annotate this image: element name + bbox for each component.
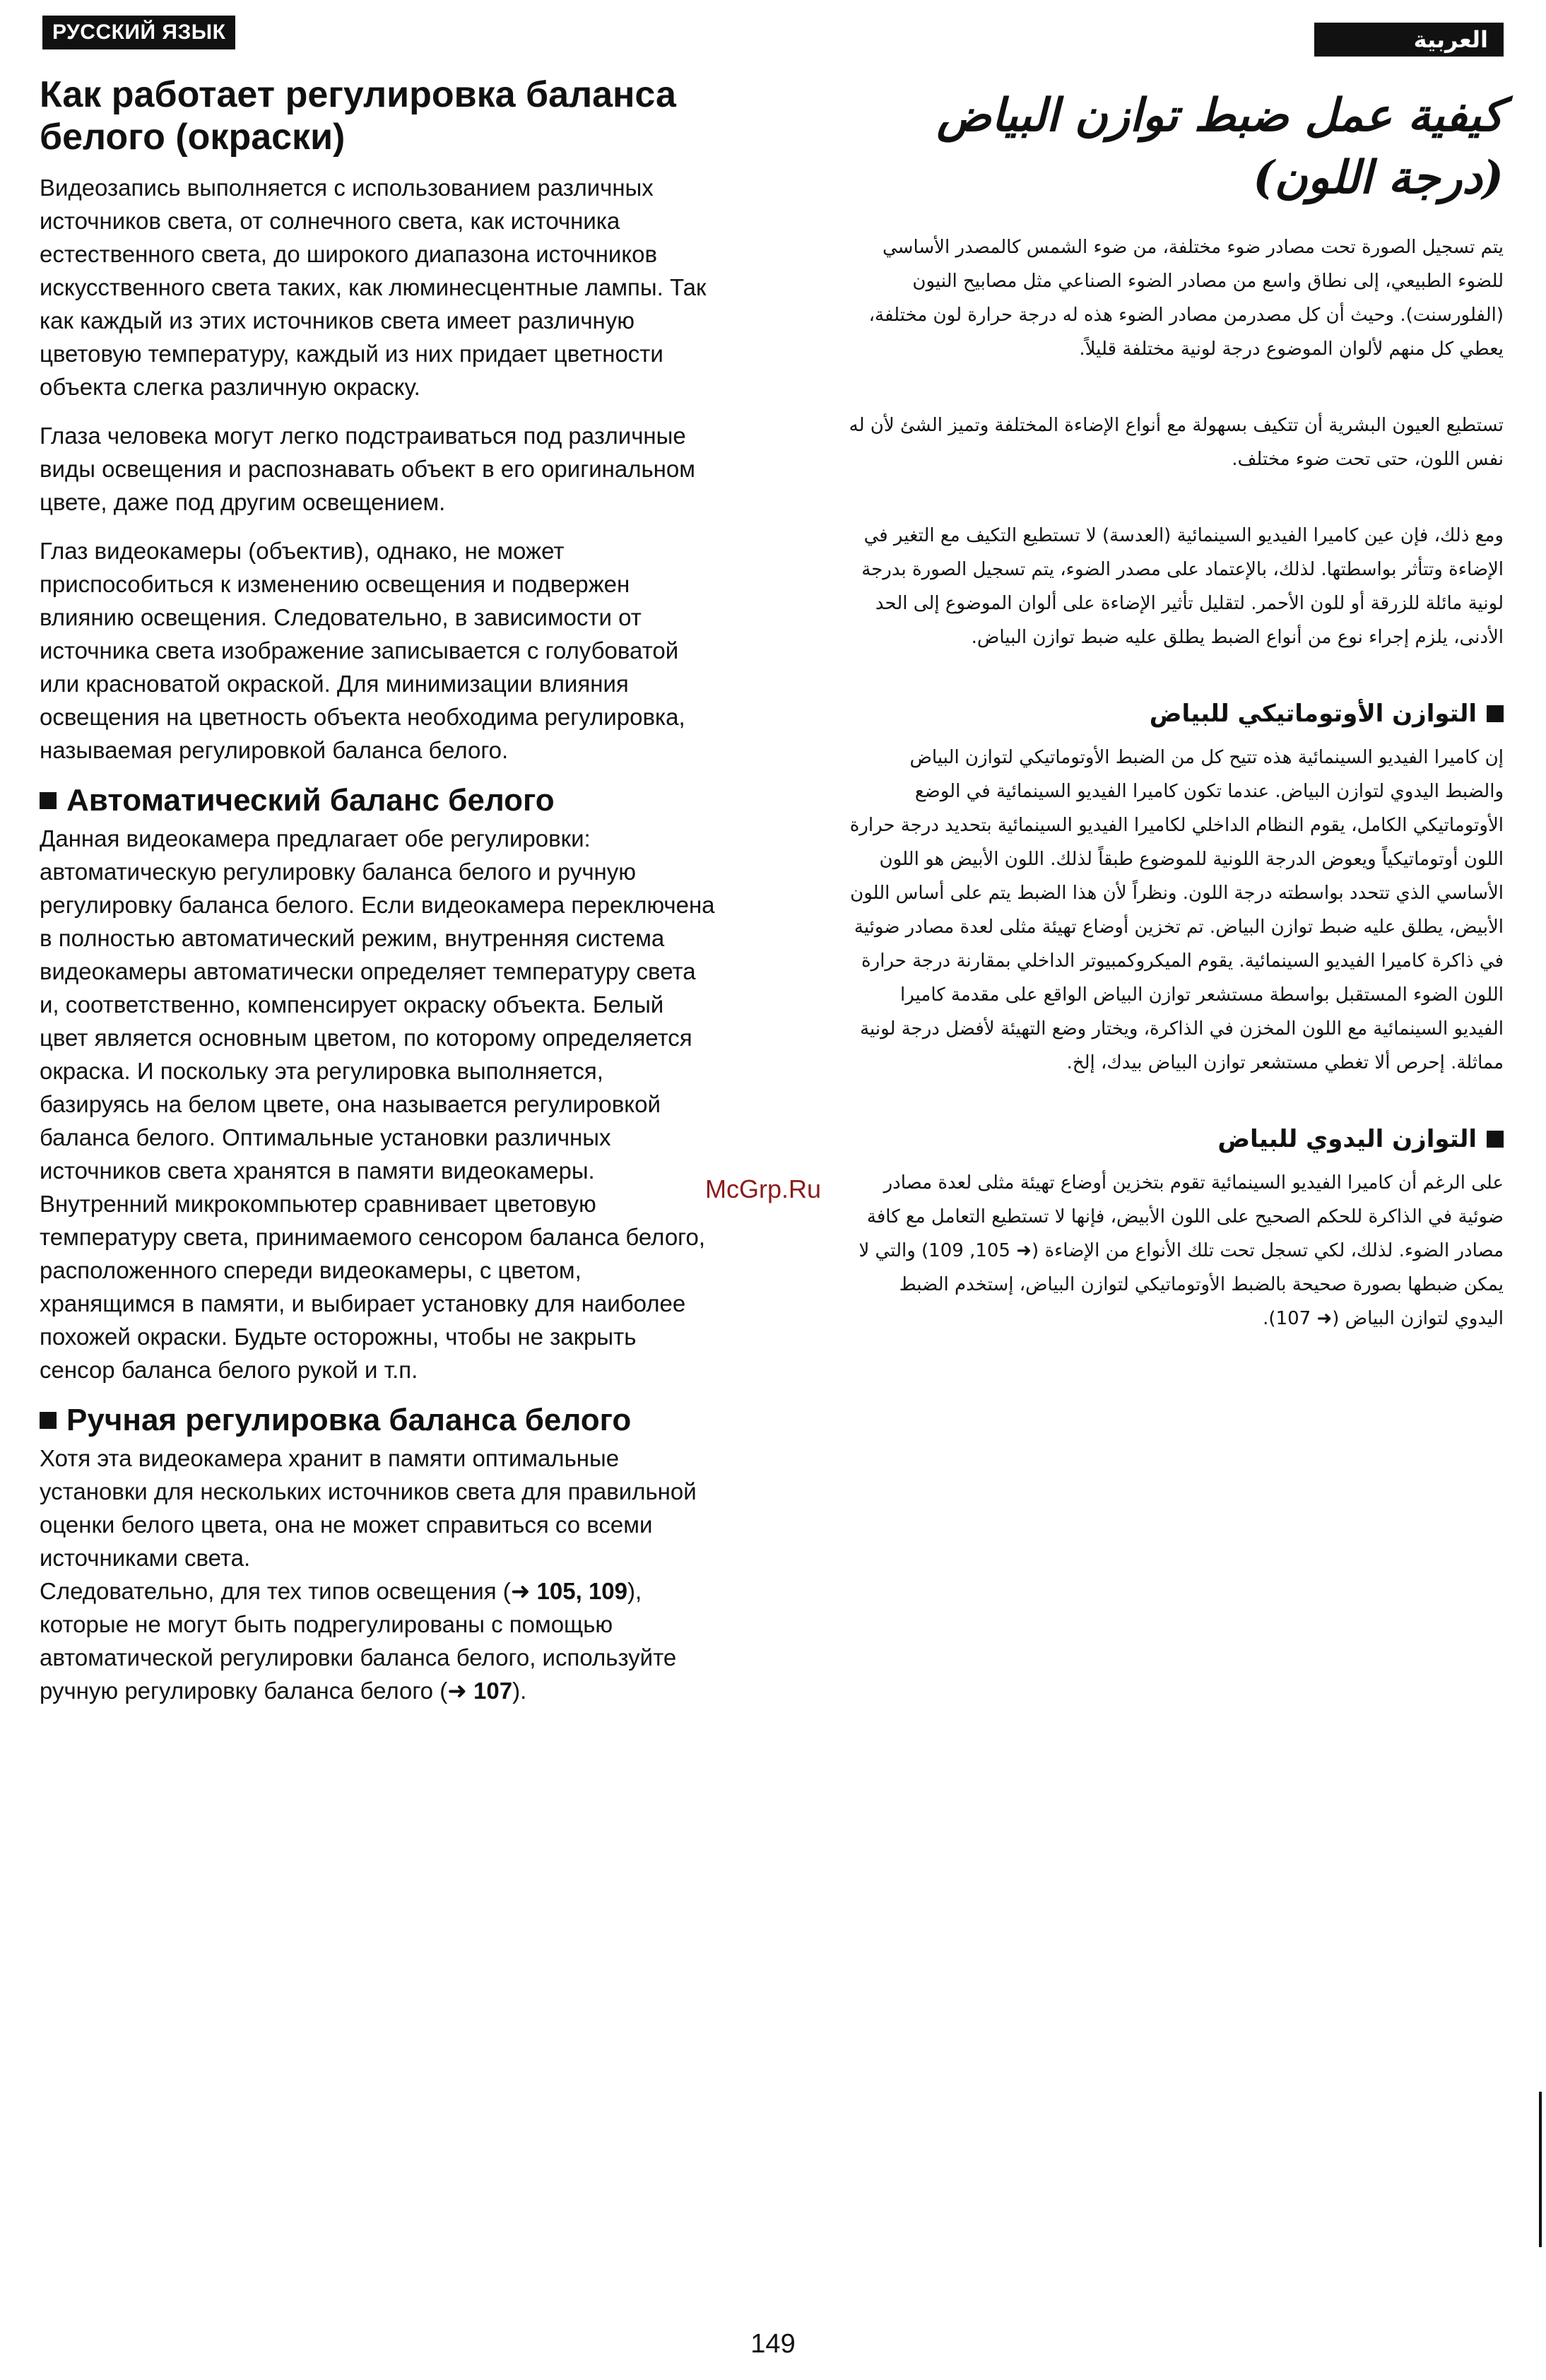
- intro-paragraph-3: Глаз видеокамеры (объектив), однако, не может приспособиться к изменению освещения и подвержен влиянию освещения. Следовательно, в зависимости от источника света изображение записывается с голубоватой или красноватой окраской. Для минимизации влияния освещения на цветность объекта необходима регулировка, называемая регулировкой баланса белого.: [40, 538, 685, 763]
- section-heading-text: التوازن اليدوي للبياض: [1217, 1125, 1477, 1153]
- watermark: McGrp.Ru: [705, 1174, 822, 1203]
- manual-white-balance-text-1: Хотя эта видеокамера хранит в памяти оптимальные установки для нескольких источников света для правильной оценки белого цвета, она не может справиться со всеми источниками света.: [40, 1445, 697, 1571]
- language-tab-russian: РУССКИЙ ЯЗЫК: [42, 16, 235, 49]
- section-heading-auto-white-balance: [40, 782, 718, 819]
- arabic-column: [848, 85, 1504, 1378]
- page-reference: ➜ 105, 109: [510, 1578, 628, 1604]
- arabic-paragraph-2: تستطيع العيون البشرية أن تتكيف بسهولة مع أنواع الإضاءة المختلفة وتميز الشئ لأن له نفس اللون، حتى تحت ضوء مختلف.: [849, 415, 1504, 470]
- page-edge-mark: [1539, 2092, 1542, 2247]
- page-title-russian: Как работает регулировка баланса белого (окраски): [40, 74, 676, 158]
- russian-column: [40, 73, 718, 1723]
- section-heading-text: Ручная регулировка баланса белого: [66, 1403, 632, 1437]
- section-heading-text: Автоматический баланс белого: [66, 783, 555, 818]
- intro-paragraph-1: Видеозапись выполняется с использованием различных источников света, от солнечного света, как источника естественного света, до широкого диапазона источников искусственного света таких, как люминесцентные лампы. Так как каждый из этих источников света имеет различную цветовую температуру, каждый из них придает цветности объекта слегка различную окраску.: [40, 175, 707, 400]
- arabic-heading-manual-white-balance: [848, 1122, 1504, 1156]
- square-bullet-icon: [1487, 705, 1504, 722]
- square-bullet-icon: [1487, 1131, 1504, 1148]
- intro-paragraph-2: Глаза человека могут легко подстраиваться под различные виды освещения и распознавать объект в его оригинальном цвете, даже под другим освещением.: [40, 423, 695, 515]
- arabic-auto-white-balance-text: إن كاميرا الفيديو السينمائية هذه تتيح كل من الضبط الأوتوماتيكي لتوازن البياض والضبط اليدوي لتوازن البياض. عندما تكون كاميرا الفيديو السينمائية في الوضع الأوتوماتيكي الكامل، يقوم النظام الداخلي لكاميرا الفيديو السينمائية بتحديد درجة حرارة اللون أوتوماتيكياً ويعوض الدرجة اللونية للموضوع طبقاً لذلك. اللون الأبيض هو اللون الأساسي الذي تتحدد بواسطته درجة اللون. ونظراً لأن هذا الضبط يتم على أساس اللون الأبيض، يطلق عليه ضبط توازن البياض. تم تخزين أوضاع تهيئة مثلى لعدة مصادر ضوئية في ذاكرة كاميرا الفيديو السينمائية. يقوم الميكروكمبيوتر الداخلي بمقارنة درجة حرارة اللون الضوء المستقبل بواسطة مستشعر توازن البياض الواقع على مقدمة كاميرا الفيديو السينمائية مع اللون المخزن في الذاكرة، ويختار وضع التهيئة لأفضل درجة لونية مماثلة. إحرص ألا تغطي مستشعر توازن البياض بيدك، إلخ.: [849, 747, 1504, 1073]
- page-number: 149: [750, 2329, 796, 2359]
- page-reference: ➜ 107: [447, 1678, 513, 1704]
- square-bullet-icon: [40, 1412, 57, 1429]
- page-title-arabic: كيفية عمل ضبط توازن البياض (درجة اللون): [936, 89, 1504, 204]
- section-heading-manual-white-balance: [40, 1402, 718, 1439]
- arabic-paragraph-3: ومع ذلك، فإن عين كاميرا الفيديو السينمائية (العدسة) لا تستطيع التكيف مع التغير في الإضاءة وتتأثر بواسطتها. لذلك، بالإعتماد على مصدر الضوء، يتم تسجيل الصورة بدرجة لونية مائلة للزرقة أو للون الأحمر. لتقليل تأثير الإضاءة على ألوان الموضوع إلى الحد الأدنى، يلزم إجراء نوع من أنواع الضبط يطلق عليه ضبط توازن البياض.: [861, 525, 1504, 648]
- manual-text-part: ).: [512, 1678, 527, 1704]
- manual-white-balance-text-2: [40, 1574, 718, 1707]
- square-bullet-icon: [40, 792, 57, 809]
- arabic-paragraph-1: يتم تسجيل الصورة تحت مصادر ضوء مختلفة، من ضوء الشمس كالمصدر الأساسي للضوء الطبيعي، إلى نطاق واسع من مصادر الضوء الصناعي مثل مصابيح النيون (الفلورسنت). وحيث أن كل مصدرمن مصادر الضوء هذه له درجة حرارة لون مختلفة، يعطي كل منهم لألوان الموضوع درجة لونية مختلفة قليلاً.: [868, 237, 1504, 360]
- auto-white-balance-text: Данная видеокамера предлагает обе регулировки: автоматическую регулировку баланса белого и ручную регулировку баланса белого. Если видеокамера переключена в полностью автоматический режим, внутренняя система видеокамеры автоматически определяет температуру света и, соответственно, компенсирует окраску объекта. Белый цвет является основным цветом, по которому определяется окраска. И поскольку эта регулировка выполняется, базируясь на белом цвете, она называется регулировкой баланса белого. Оптимальные установки различных источников света хранятся в памяти видеокамеры. Внутренний микрокомпьютер сравнивает цветовую температуру света, принимаемого сенсором баланса белого, расположенного спереди видеокамеры, с цветом, хранящимся в памяти, и выбирает установку для наиболее похожей окраски. Будьте осторожны, чтобы не закрыть сенсор баланса белого рукой и т.п.: [40, 825, 715, 1383]
- language-tab-arabic: العربية: [1314, 23, 1504, 57]
- arabic-manual-white-balance-text: على الرغم أن كاميرا الفيديو السينمائية تقوم بتخزين أوضاع تهيئة مثلى لعدة مصادر ضوئية في الذاكرة للحكم الصحيح على اللون الأبيض، فإنها لا تستطيع التعامل مع كافة مصادر الضوء. لذلك، لكي تسجل تحت تلك الأنواع من الإضاءة (➜ 105, 109) والتي لا يمكن ضبطها بصورة صحيحة بالضبط الأوتوماتيكي لتوازن البياض، إستخدم الضبط اليدوي لتوازن البياض (➜ 107).: [858, 1172, 1504, 1329]
- manual-text-part: Следовательно, для тех типов освещения (: [40, 1578, 511, 1604]
- section-heading-text: التوازن الأوتوماتيكي للبياض: [1149, 700, 1477, 728]
- arabic-heading-auto-white-balance: [848, 697, 1504, 731]
- manual-text-part: ), которые не могут быть подрегулированы с помощью автоматической регулировки баланса белого, используйте ручную регулировку баланса белого (: [40, 1578, 677, 1704]
